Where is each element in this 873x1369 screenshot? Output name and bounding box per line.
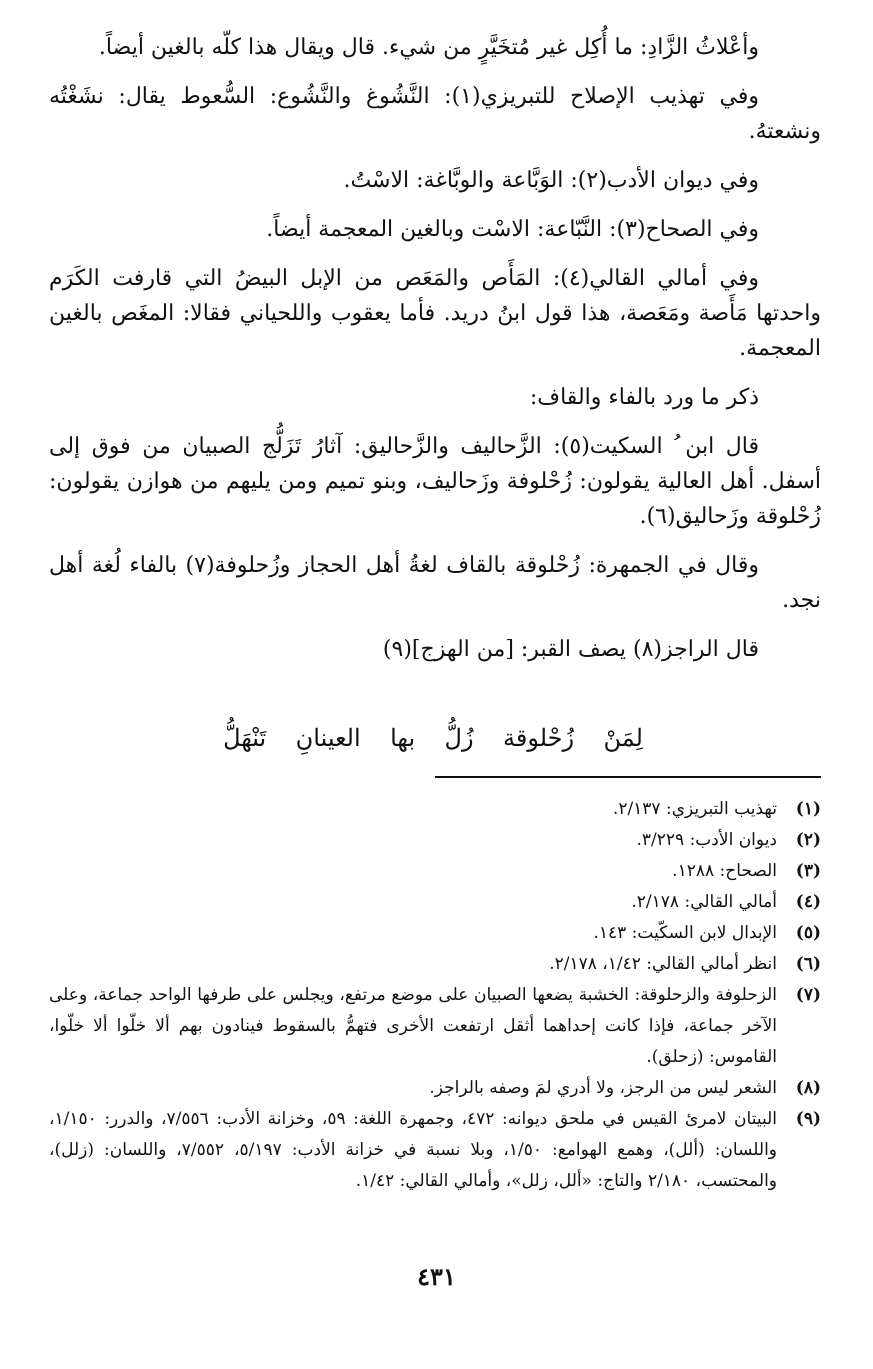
footnote: [49, 949, 821, 980]
verse-word: لِمَنْ: [603, 724, 643, 752]
footnote-text: الشعر ليس من الرجز، ولا أدري لمَ وصفه بالراجز.: [429, 1078, 777, 1098]
footnote-number: (١): [795, 799, 821, 819]
footnote: [49, 856, 821, 887]
footnote-text: ديوان الأدب: ٣/٢٢٩.: [636, 830, 777, 850]
footnote-number: (٧): [795, 985, 821, 1005]
footnote-text: انظر أمالي القالي: ١/٤٢، ٢/١٧٨.: [549, 954, 777, 974]
footnote-number: (٤): [795, 892, 821, 912]
paragraph: وفي الصحاح(٣): النَّبّاعة: الاسْت وبالغين المعجمة أيضاً.: [266, 217, 759, 242]
footnote-number: (٥): [795, 923, 821, 943]
footnote: [49, 794, 821, 825]
verse-word: تَنْهَلُّ: [223, 724, 267, 752]
footnote-text: الإبدال لابن السكّيت: ١٤٣.: [593, 923, 777, 943]
footnotes: [49, 794, 821, 1197]
verse-word: زُلُّ: [444, 724, 474, 752]
footnote: [49, 825, 821, 856]
footnote: [49, 918, 821, 949]
paragraph: وفي ديوان الأدب(٢): الوَبَّاعة والوبَّاغة: الاسْتُ.: [343, 168, 759, 193]
footnote-separator: [435, 776, 821, 778]
footnote-text: تهذيب التبريزي: ٢/١٣٧.: [612, 799, 777, 819]
section-heading: ذكر ما ورد بالفاء والقاف:: [529, 385, 759, 410]
footnote-number: (٦): [795, 954, 821, 974]
footnote: [49, 1073, 821, 1104]
footnote-number: (٢): [795, 830, 821, 850]
verse-word: العينانِ: [295, 724, 361, 752]
paragraph: وفي أمالي القالي(٤): المَأَص والمَعَص من الإبل البيضُ التي قارفت الكَرَم واحدتها مَأَصة ومَعَصة، هذا قول ابنُ دريد. فأما يعقوب واللحياني فقالا: المغَص بالغين المعجمة.: [49, 266, 821, 361]
main-text: [49, 30, 821, 681]
paragraph: وفي تهذيب الإصلاح للتبريزي(١): النَّشُوغ والنَّشُوع: السُّعوط يقال: نشَغْتُه ونشعتهُ.: [49, 84, 821, 144]
page-number: ٤٣١: [417, 1262, 456, 1291]
footnote-text: الزحلوفة والزحلوقة: الخشبة يضعها الصبيان على موضع مرتفع، ويجلس على طرفها الواحد جماعة، وعلى الآخر جماعة، فإذا كانت إحداهما أثقل ارتفعت الأخرى فتهمُّ بالسقوط فينادون بهم ألا خلّوا ألا خلّوا، القاموس: (زحلق).: [49, 985, 777, 1067]
paragraph: وقال في الجمهرة: زُحْلوقة بالقاف لغةُ أهل الحجاز وزُحلوفة(٧) بالفاء لُغة أهل نجد.: [49, 553, 821, 613]
footnote-number: (٩): [795, 1109, 821, 1129]
footnote-text: أمالي القالي: ٢/١٧٨.: [631, 892, 777, 912]
footnote: [49, 1104, 821, 1197]
footnote-number: (٨): [795, 1078, 821, 1098]
paragraph: قال ابن ُ السكيت(٥): الزَّحاليف والزَّحاليق: آثارُ تَزَلُّج الصبيان من فوق إلى أسفل. أهل العالية يقولون: زُحْلوفة وزَحاليف، وبنو تميم ومن يليهم من هوازن يقولون: زُحْلوقة وزَحاليق(٦).: [49, 434, 821, 529]
poem-verse: [223, 718, 643, 758]
paragraph: وأعْلاثُ الزَّادِ: ما أُكِل غير مُتخَيَّرٍ من شيء. قال ويقال هذا كلّه بالغين أيضاً.: [98, 35, 759, 60]
footnote-text: البيتان لامرئ القيس في ملحق ديوانه: ٤٧٢، وجمهرة اللغة: ٥٩، وخزانة الأدب: ٧/٥٥٦، والدرر: ١/١٥٠، واللسان: (ألل)، وهمع الهوامع: ١/٥٠، وبلا نسبة في خزانة الأدب: ٥/١٩٧، ٧/٥٥٢، واللسان: (زلل)، والمحتسب، ٢/١٨٠ والتاج: «ألل، زلل»، وأمالي القالي: ١/٤٢.: [49, 1109, 778, 1191]
verse-word: بها: [390, 724, 416, 752]
verse-word: زُحْلوقة: [503, 724, 575, 752]
footnote: [49, 887, 821, 918]
footnote: [49, 980, 821, 1073]
paragraph: قال الراجز(٨) يصف القبر: [من الهزج](٩): [382, 637, 759, 662]
footnote-number: (٣): [795, 861, 821, 881]
footnote-text: الصحاح: ١٢٨٨.: [672, 861, 777, 881]
